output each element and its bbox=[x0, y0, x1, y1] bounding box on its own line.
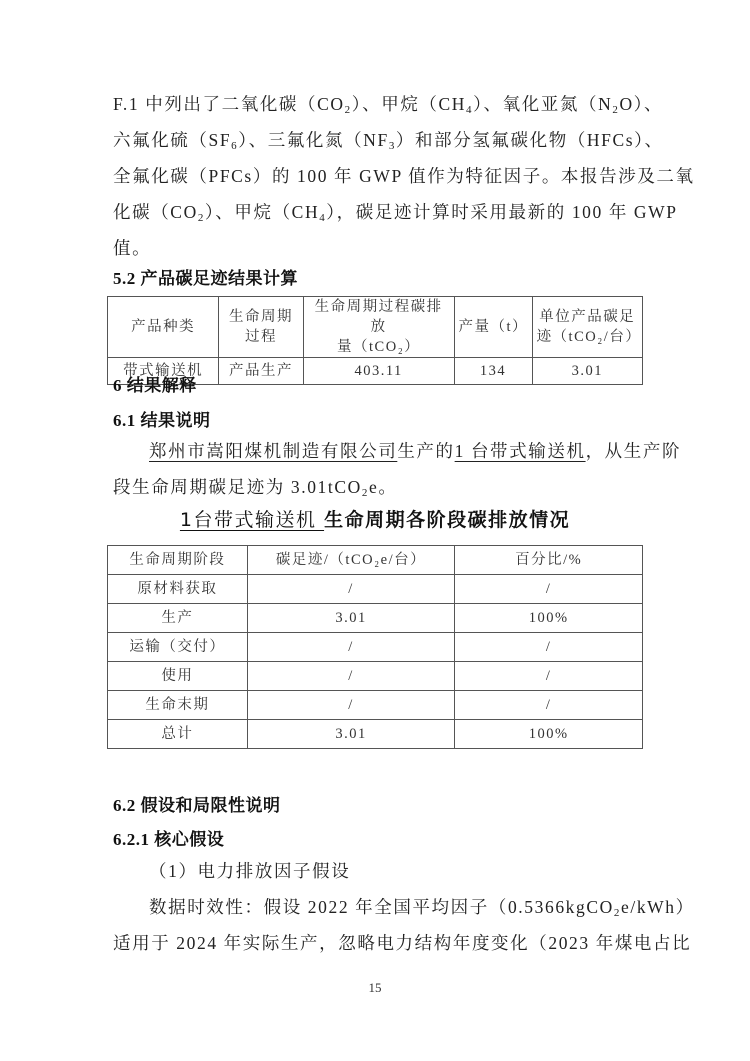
result-line-2: 段生命周期碳足迹为 3.01tCO$_2$e。 bbox=[113, 477, 398, 499]
section-heading-6-1: 6.1 结果说明 bbox=[113, 411, 211, 430]
header-cell: 碳足迹/（tCO₂e/台） bbox=[247, 546, 455, 575]
section-heading-6-2: 6.2 假设和局限性说明 bbox=[113, 796, 281, 815]
table-row bbox=[108, 720, 643, 749]
table-cell: / bbox=[455, 633, 643, 662]
intro-line-5: 值。 bbox=[113, 238, 152, 258]
header-cell: 生命周期过程碳排放 量（tCO₂） bbox=[303, 297, 454, 358]
table-row bbox=[108, 575, 643, 604]
table-caption: 1台带式输送机 生命周期各阶段碳排放情况 bbox=[179, 509, 571, 531]
section-heading-5-2: 5.2 产品碳足迹结果计算 bbox=[113, 269, 298, 288]
table-cell: 带式输送机 bbox=[108, 358, 219, 385]
lifecycle-stage-table bbox=[107, 545, 643, 749]
assumption-item-1: （1）电力排放因子假设 bbox=[149, 861, 351, 881]
assumption-line-1: 数据时效性：假设 2022 年全国平均因子（0.5366kgCO$_2$e/kWh） bbox=[149, 897, 695, 919]
table-cell: / bbox=[247, 691, 455, 720]
table-cell: 3.01 bbox=[532, 358, 642, 385]
assumption-paragraph bbox=[113, 853, 695, 961]
section-heading-6: 6 结果解释 bbox=[113, 376, 197, 395]
intro-paragraph bbox=[113, 86, 695, 266]
intro-line-2: 六氟化硫$(SF_6)$、三氟化氮$(NF_3)$和部分氢氟碳化物（HFCs）、 bbox=[113, 130, 664, 152]
table-cell: / bbox=[247, 662, 455, 691]
table-header-row bbox=[108, 546, 643, 575]
intro-line-1: F.1 中列出了二氧化碳$(CO_2)$、甲烷$(CH_4)$、氧化亚氮$(N_2O)$、 bbox=[113, 94, 664, 116]
result-line-1: 郑州市嵩阳煤机制造有限公司生产的1 台带式输送机，从生产阶 bbox=[149, 441, 682, 461]
header-cell: 产量（t） bbox=[454, 297, 532, 358]
table-cell: 403.11 bbox=[303, 358, 454, 385]
table-row bbox=[108, 662, 643, 691]
table-header-row bbox=[108, 297, 643, 358]
section-heading-6-2-1: 6.2.1 核心假设 bbox=[113, 830, 225, 849]
table-row bbox=[108, 691, 643, 720]
header-cell: 产品种类 bbox=[108, 297, 219, 358]
table-cell: / bbox=[247, 633, 455, 662]
table-row bbox=[108, 633, 643, 662]
table-cell: 生产 bbox=[108, 604, 248, 633]
header-cell: 生命周期阶段 bbox=[108, 546, 248, 575]
table-cell: 3.01 bbox=[247, 720, 455, 749]
intro-line-4: 化碳$(CO_2)$、甲烷$(CH_4)$，碳足迹计算时采用最新的 100 年 GWP bbox=[113, 202, 678, 224]
table-row bbox=[108, 604, 643, 633]
header-cell: 单位产品碳足 迹（tCO₂/台） bbox=[532, 297, 642, 358]
header-cell: 百分比/% bbox=[455, 546, 643, 575]
table-cell: 100% bbox=[455, 720, 643, 749]
table-cell: / bbox=[455, 662, 643, 691]
table-cell: 使用 bbox=[108, 662, 248, 691]
company-name: 郑州市嵩阳煤机制造有限公司 bbox=[149, 441, 398, 461]
table-cell: / bbox=[455, 691, 643, 720]
assumption-line-2: 适用于 2024 年实际生产，忽略电力结构年度变化（2023 年煤电占比 bbox=[113, 933, 692, 953]
intro-line-3: 全氟化碳（PFCs）的 100 年 GWP 值作为特征因子。本报告涉及二氧 bbox=[113, 166, 695, 186]
product-name: 1 台带式输送机 bbox=[454, 441, 586, 461]
table-cell: 100% bbox=[455, 604, 643, 633]
table-cell: 134 bbox=[454, 358, 532, 385]
table-cell: 产品生产 bbox=[219, 358, 304, 385]
table-cell: / bbox=[247, 575, 455, 604]
table-cell: 原材料获取 bbox=[108, 575, 248, 604]
table-cell: / bbox=[455, 575, 643, 604]
table-cell: 运输（交付） bbox=[108, 633, 248, 662]
result-paragraph bbox=[113, 433, 682, 505]
table-cell: 生命末期 bbox=[108, 691, 248, 720]
table-cell: 总计 bbox=[108, 720, 248, 749]
header-cell: 生命周期 过程 bbox=[219, 297, 304, 358]
table-cell: 3.01 bbox=[247, 604, 455, 633]
page-number: 15 bbox=[368, 980, 382, 995]
